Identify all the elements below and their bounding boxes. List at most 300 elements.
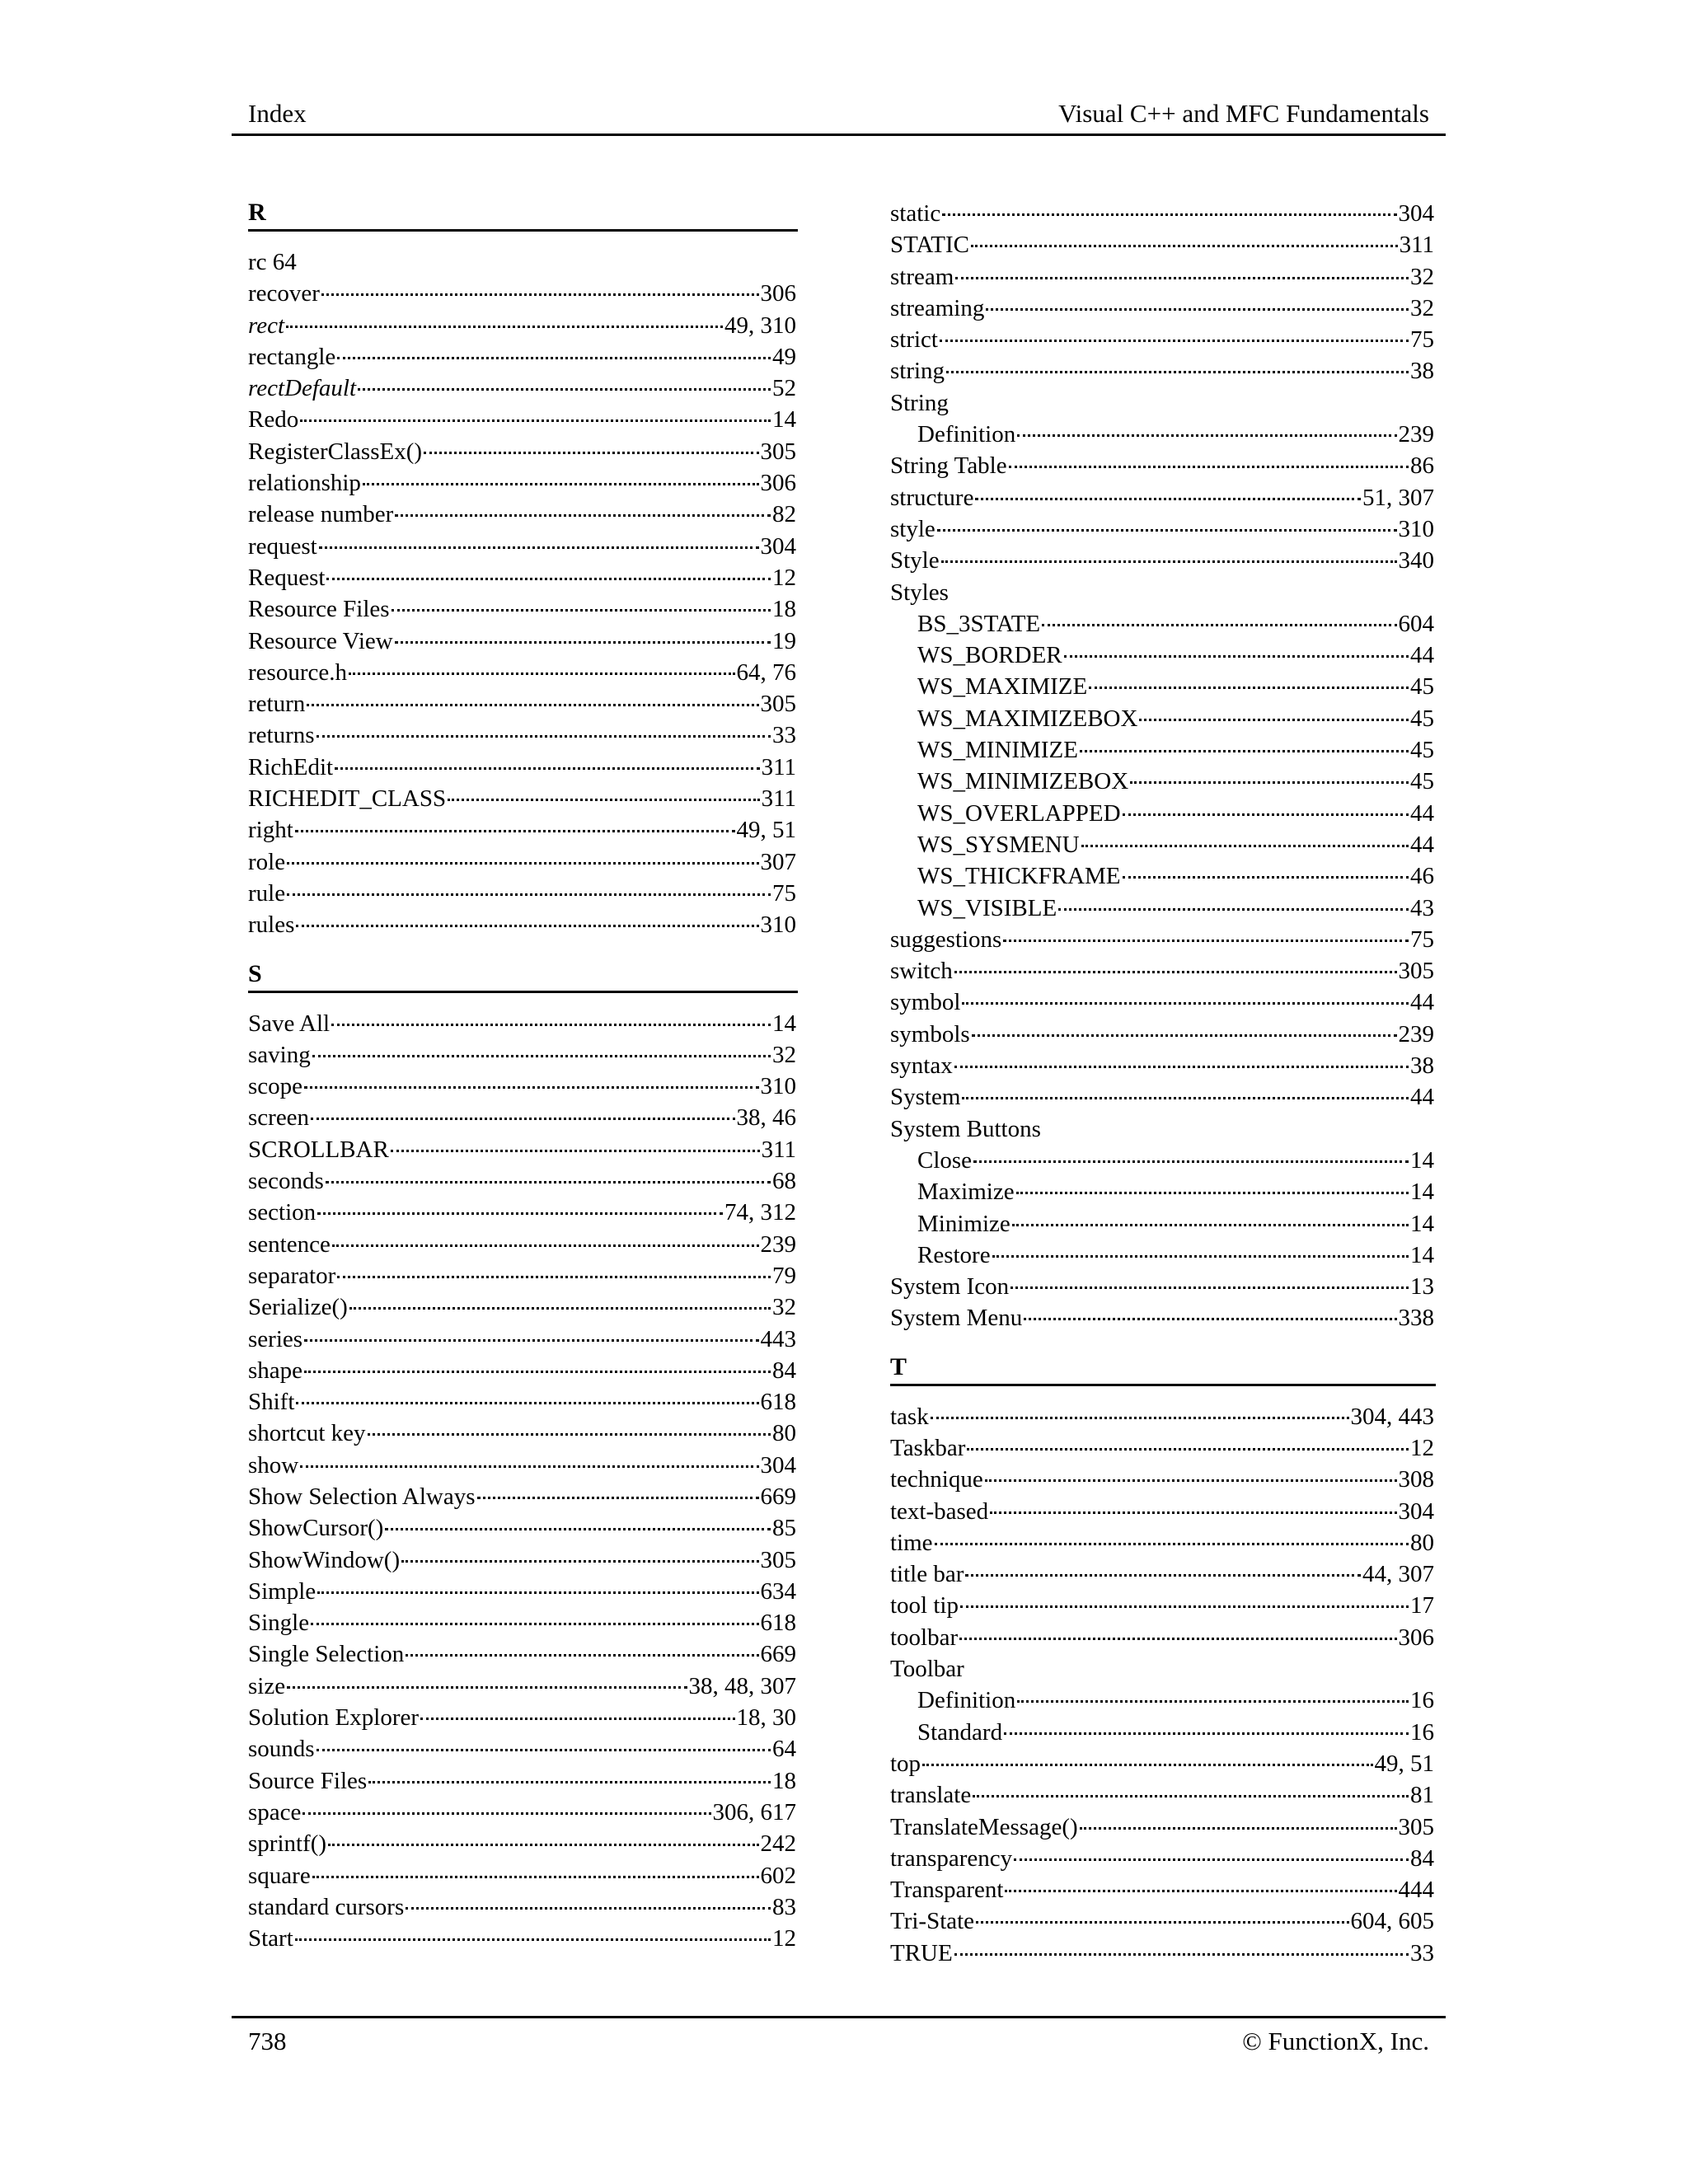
index-page-refs: 242 [760, 1830, 796, 1858]
index-term: Single Selection [248, 1641, 405, 1668]
index-entry [248, 1229, 796, 1260]
index-entry [248, 1197, 796, 1228]
index-term: System [890, 1084, 961, 1111]
index-term: separator [248, 1262, 336, 1289]
index-page-refs: 49 [772, 343, 796, 370]
index-term: task [890, 1403, 929, 1430]
dot-leader [304, 1371, 771, 1373]
dot-leader [986, 308, 1409, 311]
index-entry [890, 1527, 1434, 1558]
index-page-refs: 18, 30 [736, 1704, 796, 1732]
index-page-refs: 16 [1410, 1687, 1434, 1714]
index-term: TranslateMessage() [890, 1813, 1078, 1840]
index-term: sprintf() [248, 1830, 327, 1858]
index-term: System Menu [890, 1305, 1023, 1332]
header-section-title: Index [248, 99, 307, 128]
index-subentry [890, 1176, 1434, 1207]
dot-leader [317, 1212, 723, 1215]
dot-leader [1017, 434, 1396, 437]
dot-leader [990, 1511, 1396, 1514]
index-entry [248, 846, 796, 878]
index-entry [890, 987, 1434, 1018]
index-entry [248, 341, 796, 373]
index-entry [248, 1386, 796, 1418]
dot-leader [922, 1764, 1372, 1766]
index-page-refs: 85 [772, 1515, 796, 1542]
index-term: title bar [890, 1561, 964, 1588]
dot-leader [349, 673, 735, 675]
index-page-refs: 44 [1410, 831, 1434, 858]
index-subentry [890, 419, 1434, 450]
dot-leader [321, 293, 759, 296]
index-term: Transparent [890, 1877, 1004, 1904]
dot-leader [337, 1276, 771, 1278]
index-page-refs: 669 [760, 1483, 796, 1510]
index-page-refs: 80 [1410, 1529, 1434, 1556]
dot-leader [954, 1953, 1409, 1956]
index-page-refs: 74, 312 [724, 1199, 796, 1226]
index-term: rule [248, 879, 286, 907]
index-term: tool tip [890, 1592, 959, 1619]
index-term: Taskbar [890, 1434, 966, 1461]
index-entry [890, 1905, 1434, 1937]
index-page-refs: 44, 307 [1362, 1561, 1434, 1588]
dot-leader [1130, 781, 1409, 784]
index-page-refs: 75 [1410, 326, 1434, 354]
index-term: rect [248, 312, 285, 339]
index-term: technique [890, 1466, 983, 1493]
index-page-refs: 340 [1398, 547, 1434, 574]
index-page-refs: 17 [1410, 1592, 1434, 1619]
index-term: streaming [890, 294, 985, 321]
index-page-refs: 64 [772, 1736, 796, 1763]
index-page-refs: 84 [772, 1357, 796, 1384]
dot-leader [406, 1907, 771, 1910]
index-term: Restore [917, 1241, 991, 1268]
index-page-refs: 19 [772, 627, 796, 654]
index-page-refs: 310 [1398, 515, 1434, 542]
index-entry [890, 924, 1434, 955]
dot-leader [477, 1497, 759, 1499]
index-entry [248, 1291, 796, 1323]
dot-leader [311, 1623, 758, 1625]
index-page-refs: 14 [1410, 1179, 1434, 1206]
index-page-refs: 83 [772, 1893, 796, 1920]
index-term: symbols [890, 1020, 970, 1047]
index-entry [248, 1008, 796, 1039]
index-entry [890, 1081, 1434, 1113]
index-page-refs: 308 [1398, 1466, 1434, 1493]
index-term: WS_VISIBLE [917, 894, 1057, 921]
index-entry [248, 1260, 796, 1291]
dot-leader [300, 1465, 758, 1468]
dot-leader [331, 1024, 771, 1026]
index-page-refs: 602 [760, 1862, 796, 1889]
index-entry [890, 324, 1434, 355]
index-term: resource.h [248, 658, 347, 686]
index-term: ShowWindow() [248, 1546, 401, 1573]
index-page-refs: 311 [1399, 232, 1434, 259]
index-term: BS_3STATE [917, 610, 1041, 637]
copyright: © FunctionX, Inc. [1242, 2027, 1429, 2055]
index-term: Source Files [248, 1767, 368, 1794]
dot-leader [1017, 1700, 1409, 1703]
index-entry [248, 593, 796, 625]
index-page-refs: 49, 51 [1374, 1750, 1434, 1777]
dot-leader [960, 1605, 1409, 1608]
index-group-heading [890, 1653, 1434, 1685]
index-term: structure [890, 484, 974, 511]
index-entry [248, 783, 796, 814]
index-term: Single [248, 1610, 310, 1637]
index-entry [248, 1765, 796, 1797]
index-entry [248, 1923, 796, 1954]
index-term: square [248, 1862, 311, 1889]
index-term: static [890, 200, 941, 227]
index-term: series [248, 1325, 303, 1352]
dot-leader [954, 1066, 1409, 1068]
index-term: sentence [248, 1230, 331, 1258]
index-page-refs: 13 [1410, 1273, 1434, 1301]
index-page-refs: 305 [1398, 1813, 1434, 1840]
index-term: returns [248, 722, 315, 749]
index-term: Request [248, 564, 326, 591]
index-term: Shift [248, 1389, 295, 1416]
index-entry [890, 482, 1434, 513]
index-term: space [248, 1798, 302, 1825]
index-term: WS_MAXIMIZE [917, 673, 1088, 701]
index-subentry [890, 1208, 1434, 1240]
dot-leader [316, 735, 771, 738]
index-term: suggestions [890, 926, 1002, 953]
index-entry [248, 1071, 796, 1102]
dot-leader [337, 357, 771, 359]
index-entry [248, 909, 796, 940]
index-entry [248, 278, 796, 309]
dot-leader [287, 1686, 687, 1689]
dot-leader [962, 1002, 1409, 1005]
index-subentry [890, 1240, 1434, 1271]
index-entry [890, 1779, 1434, 1811]
dot-leader [368, 1781, 771, 1783]
dot-leader [326, 1181, 771, 1183]
index-page-refs: 618 [760, 1610, 796, 1637]
dot-leader [976, 1921, 1348, 1924]
index-page-refs: 44 [1410, 1084, 1434, 1111]
index-entry [248, 1607, 796, 1638]
dot-leader [973, 1160, 1409, 1163]
index-entry [248, 1544, 796, 1576]
index-term: translate [890, 1782, 972, 1809]
dot-leader [401, 1560, 758, 1563]
dot-leader [972, 1034, 1397, 1037]
index-entry [890, 1432, 1434, 1464]
index-page-refs: 305 [760, 1546, 796, 1573]
index-entry [248, 1355, 796, 1386]
dot-leader [965, 1574, 1361, 1577]
index-entry [248, 1418, 796, 1449]
dot-leader [937, 529, 1397, 532]
index-page-refs: 306, 617 [712, 1798, 796, 1825]
index-page-refs: 52 [772, 375, 796, 402]
index-entry [248, 1102, 796, 1133]
index-entry [890, 1811, 1434, 1843]
index-term: scope [248, 1073, 303, 1100]
index-term: relationship [248, 470, 361, 497]
index-subentry [890, 1717, 1434, 1748]
dot-leader [1010, 1286, 1409, 1289]
dot-leader [307, 704, 758, 706]
index-entry [890, 1938, 1434, 1969]
dot-leader [368, 1433, 771, 1436]
index-term: System Icon [890, 1273, 1010, 1301]
index-page-refs: 49, 51 [736, 817, 796, 844]
index-term: Close [917, 1146, 973, 1174]
index-page-refs: 44 [1410, 799, 1434, 827]
index-term: Show Selection Always [248, 1483, 476, 1510]
dot-leader [287, 862, 758, 865]
page-header [232, 97, 1446, 136]
index-letter-heading: R [248, 198, 798, 232]
index-page-refs: 51, 307 [1362, 484, 1434, 511]
dot-leader [959, 1638, 1396, 1640]
index-subentry [890, 1685, 1434, 1716]
dot-leader [992, 1255, 1409, 1258]
index-term: ShowCursor() [248, 1515, 384, 1542]
index-entry [248, 1134, 796, 1165]
index-page-refs: 12 [1410, 1434, 1434, 1461]
index-subentry [890, 1145, 1434, 1176]
index-term: Toolbar [890, 1656, 964, 1683]
index-term: Resource View [248, 627, 393, 654]
index-entry [890, 293, 1434, 324]
index-entry [248, 878, 796, 909]
index-term: seconds [248, 1168, 324, 1195]
index-subentry [890, 734, 1434, 766]
dot-leader [420, 1718, 734, 1720]
index-entry [890, 1874, 1434, 1905]
index-entry [890, 1050, 1434, 1081]
index-term: request [248, 532, 317, 560]
index-term: Serialize() [248, 1294, 348, 1321]
index-page-refs: 14 [772, 406, 796, 434]
index-entry [890, 1401, 1434, 1432]
dot-leader [1016, 1192, 1409, 1194]
index-page-refs: 32 [772, 1041, 796, 1068]
index-term: Style [890, 547, 940, 574]
dot-leader [940, 340, 1409, 342]
index-term: WS_MINIMIZEBOX [917, 768, 1129, 795]
index-entry [890, 198, 1434, 229]
index-term: right [248, 817, 293, 844]
index-page-refs: 305 [760, 438, 796, 465]
dot-leader [335, 767, 759, 770]
index-entry [248, 719, 796, 751]
index-page-refs: 44 [1410, 989, 1434, 1016]
index-term: screen [248, 1104, 310, 1132]
index-term: rectDefault [248, 375, 356, 402]
index-term: WS_MAXIMIZEBOX [917, 705, 1138, 732]
dot-leader [946, 371, 1409, 373]
index-page-refs: 444 [1398, 1877, 1434, 1904]
index-page-refs: 604 [1398, 610, 1434, 637]
index-page-refs: 304, 443 [1350, 1403, 1434, 1430]
index-term: strict [890, 326, 938, 354]
index-page-refs: 307 [760, 848, 796, 875]
index-page-refs: 75 [1410, 926, 1434, 953]
dot-leader [955, 277, 1409, 279]
index-page-refs: 45 [1410, 673, 1434, 701]
index-entry [890, 955, 1434, 987]
index-entry [248, 1891, 796, 1923]
index-term: top [890, 1750, 921, 1777]
dot-leader [312, 1876, 759, 1878]
index-page-refs: 669 [760, 1641, 796, 1668]
index-page-refs: 38, 46 [736, 1104, 796, 1132]
index-term: WS_OVERLAPPED [917, 799, 1121, 827]
index-subentry [890, 766, 1434, 797]
dot-leader [395, 514, 771, 517]
index-page-refs: 239 [1398, 421, 1434, 448]
dot-leader [1089, 687, 1409, 689]
index-term: show [248, 1451, 299, 1479]
index-page-refs: 338 [1398, 1305, 1434, 1332]
index-page-refs: 86 [1410, 452, 1434, 480]
index-term: Solution Explorer [248, 1704, 420, 1732]
index-page-refs: 311 [761, 1136, 796, 1163]
page-number: 738 [248, 2027, 287, 2055]
dot-leader [1004, 1732, 1409, 1735]
index-term: syntax [890, 1052, 953, 1080]
index-column-left [248, 198, 796, 1954]
index-term: symbol [890, 989, 961, 1016]
index-page-refs: 305 [1398, 958, 1434, 985]
index-page-refs: 304 [760, 532, 796, 560]
index-page-refs: 304 [1398, 200, 1434, 227]
index-term: text-based [890, 1497, 989, 1525]
index-page-refs: 306 [760, 280, 796, 307]
index-page-refs: 82 [772, 501, 796, 528]
index-page-refs: 306 [760, 470, 796, 497]
dot-leader [1123, 813, 1409, 816]
index-entry [890, 261, 1434, 293]
index-entry [890, 229, 1434, 260]
index-page-refs: 80 [772, 1420, 796, 1447]
dot-leader [304, 1086, 758, 1089]
index-column-right [890, 198, 1434, 1969]
dot-leader [326, 578, 771, 580]
index-entry [890, 1590, 1434, 1621]
index-entry [248, 1828, 796, 1859]
index-term: Definition [917, 421, 1016, 448]
dot-leader [295, 1938, 771, 1941]
index-subentry [890, 608, 1434, 640]
index-page-refs: 45 [1410, 768, 1434, 795]
index-page-refs: 634 [760, 1577, 796, 1605]
index-term: Redo [248, 406, 299, 434]
index-term: WS_THICKFRAME [917, 863, 1121, 890]
dot-leader [1009, 466, 1409, 468]
index-page-refs: 32 [1410, 263, 1434, 290]
index-page-refs: 46 [1410, 863, 1434, 890]
index-page-refs: 310 [760, 912, 796, 939]
index-group-heading [890, 1113, 1434, 1145]
index-term: rectangle [248, 343, 336, 370]
dot-leader [287, 893, 771, 896]
index-term: String Table [890, 452, 1007, 480]
index-entry [248, 752, 796, 783]
dot-leader [448, 799, 759, 801]
index-page-refs: 45 [1410, 705, 1434, 732]
dot-leader [304, 1339, 758, 1342]
index-entry [890, 1302, 1434, 1333]
dot-leader [954, 971, 1397, 973]
index-term: System Buttons [890, 1115, 1041, 1142]
index-term: Start [248, 1925, 293, 1952]
index-entry [248, 814, 796, 846]
index-page-refs: 18 [772, 596, 796, 623]
index-term: standard cursors [248, 1893, 405, 1920]
index-entry [248, 1450, 796, 1481]
index-term: Styles [890, 579, 949, 606]
header-book-title: Visual C++ and MFC Fundamentals [1058, 99, 1429, 128]
index-subentry [890, 893, 1434, 924]
dot-leader [363, 483, 759, 485]
index-letter-heading: S [248, 959, 798, 993]
index-page-refs: 239 [1398, 1020, 1434, 1047]
index-term: RichEdit [248, 753, 334, 780]
index-entry [248, 467, 796, 499]
index-page-refs: 38 [1410, 358, 1434, 385]
index-entry [248, 499, 796, 530]
index-entry [248, 562, 796, 593]
index-page-refs: 14 [1410, 1146, 1434, 1174]
index-term: style [890, 515, 935, 542]
dot-leader [424, 452, 758, 454]
index-term: shape [248, 1357, 303, 1384]
index-entry [248, 657, 796, 688]
dot-leader [942, 213, 1396, 216]
index-entry [890, 1464, 1434, 1495]
dot-leader [349, 1307, 771, 1310]
dot-leader [295, 830, 735, 832]
index-term: RegisterClassEx() [248, 438, 423, 465]
index-page-refs: 81 [1410, 1782, 1434, 1809]
index-term: release number [248, 501, 394, 528]
index-entry [248, 1733, 796, 1765]
index-entry [248, 1039, 796, 1071]
dot-leader [931, 1417, 1349, 1419]
index-entry [890, 1843, 1434, 1874]
dot-leader [319, 546, 759, 549]
index-entry [248, 1576, 796, 1607]
index-entry [248, 1165, 796, 1197]
dot-leader [395, 641, 771, 644]
dot-leader [1081, 845, 1409, 847]
index-page-refs: 32 [772, 1294, 796, 1321]
index-term: RICHEDIT_CLASS [248, 785, 447, 813]
dot-leader [317, 1591, 758, 1594]
index-group-heading [890, 387, 1434, 419]
index-term: STATIC [890, 232, 969, 259]
index-term: Standard [917, 1718, 1003, 1746]
dot-leader [967, 1448, 1409, 1451]
index-entry [890, 545, 1434, 576]
dot-leader [332, 1244, 759, 1247]
dot-leader [300, 419, 771, 422]
dot-leader [1139, 719, 1409, 721]
index-page-refs: 79 [772, 1262, 796, 1289]
